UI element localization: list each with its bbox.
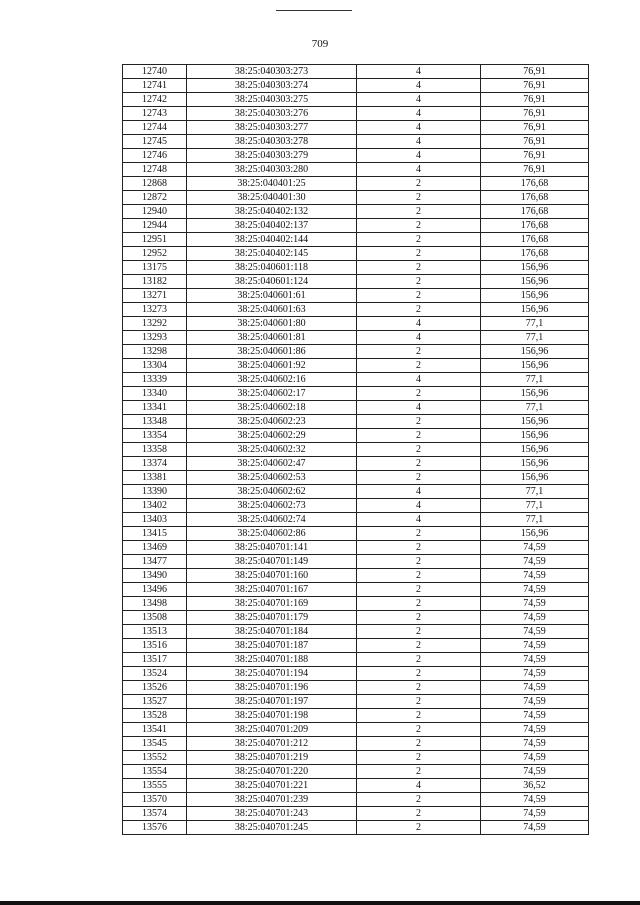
value-cell: 76,91: [481, 135, 589, 149]
row-number-cell: 12748: [123, 163, 187, 177]
table-row: [123, 275, 589, 289]
value-cell: 74,59: [481, 639, 589, 653]
cadastral-number-cell: 38:25:040701:196: [187, 681, 357, 695]
row-number-cell: 12944: [123, 219, 187, 233]
cadastral-number-cell: 38:25:040601:124: [187, 275, 357, 289]
cadastral-number-cell: 38:25:040701:149: [187, 555, 357, 569]
value-cell: 76,91: [481, 121, 589, 135]
value-cell: 76,91: [481, 107, 589, 121]
table-row: [123, 723, 589, 737]
table-row: [123, 191, 589, 205]
value-cell: 74,59: [481, 695, 589, 709]
table-row: [123, 513, 589, 527]
cadastral-number-cell: 38:25:040602:53: [187, 471, 357, 485]
count-cell: 4: [357, 107, 481, 121]
count-cell: 2: [357, 569, 481, 583]
value-cell: 156,96: [481, 387, 589, 401]
value-cell: 74,59: [481, 737, 589, 751]
value-cell: 74,59: [481, 653, 589, 667]
value-cell: 74,59: [481, 597, 589, 611]
table-row: [123, 93, 589, 107]
cadastral-number-cell: 38:25:040701:179: [187, 611, 357, 625]
row-number-cell: 13528: [123, 709, 187, 723]
value-cell: 156,96: [481, 471, 589, 485]
row-number-cell: 13576: [123, 821, 187, 835]
value-cell: 74,59: [481, 667, 589, 681]
count-cell: 2: [357, 667, 481, 681]
row-number-cell: 13271: [123, 289, 187, 303]
table-row: [123, 121, 589, 135]
value-cell: 74,59: [481, 583, 589, 597]
table-row: [123, 261, 589, 275]
table-row: [123, 751, 589, 765]
value-cell: 76,91: [481, 79, 589, 93]
cadastral-number-cell: 38:25:040402:132: [187, 205, 357, 219]
value-cell: 77,1: [481, 513, 589, 527]
table-row: [123, 681, 589, 695]
cadastral-number-cell: 38:25:040602:86: [187, 527, 357, 541]
table-row: [123, 695, 589, 709]
cadastral-number-cell: 38:25:040701:243: [187, 807, 357, 821]
count-cell: 2: [357, 793, 481, 807]
table-row: [123, 205, 589, 219]
cadastral-number-cell: 38:25:040701:239: [187, 793, 357, 807]
cadastral-number-cell: 38:25:040602:32: [187, 443, 357, 457]
count-cell: 2: [357, 709, 481, 723]
cadastral-number-cell: 38:25:040602:23: [187, 415, 357, 429]
cadastral-number-cell: 38:25:040701:219: [187, 751, 357, 765]
value-cell: 74,59: [481, 625, 589, 639]
cadastral-number-cell: 38:25:040601:92: [187, 359, 357, 373]
row-number-cell: 13293: [123, 331, 187, 345]
count-cell: 2: [357, 527, 481, 541]
table-row: [123, 807, 589, 821]
count-cell: 4: [357, 401, 481, 415]
table-row: [123, 247, 589, 261]
value-cell: 36,52: [481, 779, 589, 793]
table-row: [123, 527, 589, 541]
row-number-cell: 12940: [123, 205, 187, 219]
cadastral-number-cell: 38:25:040602:47: [187, 457, 357, 471]
count-cell: 2: [357, 247, 481, 261]
cadastral-number-cell: 38:25:040701:169: [187, 597, 357, 611]
table-row: [123, 373, 589, 387]
count-cell: 2: [357, 261, 481, 275]
table-row: [123, 765, 589, 779]
value-cell: 176,68: [481, 219, 589, 233]
row-number-cell: 13555: [123, 779, 187, 793]
cadastral-number-cell: 38:25:040601:61: [187, 289, 357, 303]
table-row: [123, 779, 589, 793]
cadastral-number-cell: 38:25:040401:30: [187, 191, 357, 205]
cadastral-number-cell: 38:25:040701:160: [187, 569, 357, 583]
count-cell: 2: [357, 583, 481, 597]
row-number-cell: 13339: [123, 373, 187, 387]
table-row: [123, 149, 589, 163]
table-row: [123, 163, 589, 177]
data-table: [122, 64, 589, 835]
table-row: [123, 289, 589, 303]
count-cell: 2: [357, 387, 481, 401]
count-cell: 2: [357, 233, 481, 247]
row-number-cell: 13570: [123, 793, 187, 807]
cadastral-number-cell: 38:25:040701:245: [187, 821, 357, 835]
table-row: [123, 653, 589, 667]
count-cell: 2: [357, 681, 481, 695]
value-cell: 74,59: [481, 569, 589, 583]
cadastral-number-cell: 38:25:040701:220: [187, 765, 357, 779]
table-row: [123, 569, 589, 583]
value-cell: 74,59: [481, 681, 589, 695]
cadastral-number-cell: 38:25:040303:274: [187, 79, 357, 93]
count-cell: 2: [357, 807, 481, 821]
table-body: [123, 65, 589, 835]
page-number: 709: [311, 38, 329, 50]
count-cell: 2: [357, 303, 481, 317]
cadastral-number-cell: 38:25:040701:194: [187, 667, 357, 681]
row-number-cell: 13358: [123, 443, 187, 457]
cadastral-number-cell: 38:25:040602:62: [187, 485, 357, 499]
table-row: [123, 541, 589, 555]
row-number-cell: 13381: [123, 471, 187, 485]
value-cell: 176,68: [481, 177, 589, 191]
row-number-cell: 13292: [123, 317, 187, 331]
top-rule: [276, 10, 352, 11]
table-row: [123, 499, 589, 513]
count-cell: 4: [357, 779, 481, 793]
value-cell: 156,96: [481, 303, 589, 317]
cadastral-number-cell: 38:25:040602:16: [187, 373, 357, 387]
table-row: [123, 317, 589, 331]
count-cell: 2: [357, 541, 481, 555]
row-number-cell: 13498: [123, 597, 187, 611]
count-cell: 2: [357, 695, 481, 709]
table-row: [123, 219, 589, 233]
cadastral-number-cell: 38:25:040602:17: [187, 387, 357, 401]
row-number-cell: 12951: [123, 233, 187, 247]
row-number-cell: 13341: [123, 401, 187, 415]
count-cell: 4: [357, 373, 481, 387]
row-number-cell: 12868: [123, 177, 187, 191]
count-cell: 2: [357, 471, 481, 485]
table-row: [123, 135, 589, 149]
cadastral-number-cell: 38:25:040701:141: [187, 541, 357, 555]
count-cell: 2: [357, 443, 481, 457]
cadastral-number-cell: 38:25:040402:144: [187, 233, 357, 247]
row-number-cell: 13554: [123, 765, 187, 779]
count-cell: 4: [357, 331, 481, 345]
row-number-cell: 13496: [123, 583, 187, 597]
row-number-cell: 12743: [123, 107, 187, 121]
table-row: [123, 611, 589, 625]
row-number-cell: 13477: [123, 555, 187, 569]
value-cell: 156,96: [481, 429, 589, 443]
table-row: [123, 303, 589, 317]
cadastral-number-cell: 38:25:040601:118: [187, 261, 357, 275]
cadastral-number-cell: 38:25:040701:212: [187, 737, 357, 751]
value-cell: 156,96: [481, 261, 589, 275]
row-number-cell: 12872: [123, 191, 187, 205]
cadastral-number-cell: 38:25:040601:63: [187, 303, 357, 317]
table-row: [123, 667, 589, 681]
row-number-cell: 13469: [123, 541, 187, 555]
count-cell: 2: [357, 177, 481, 191]
cadastral-number-cell: 38:25:040601:80: [187, 317, 357, 331]
value-cell: 156,96: [481, 527, 589, 541]
cadastral-number-cell: 38:25:040303:278: [187, 135, 357, 149]
table-row: [123, 177, 589, 191]
cadastral-number-cell: 38:25:040402:137: [187, 219, 357, 233]
value-cell: 156,96: [481, 275, 589, 289]
cadastral-number-cell: 38:25:040401:25: [187, 177, 357, 191]
row-number-cell: 13175: [123, 261, 187, 275]
table-row: [123, 359, 589, 373]
row-number-cell: 12745: [123, 135, 187, 149]
value-cell: 74,59: [481, 807, 589, 821]
count-cell: 2: [357, 625, 481, 639]
value-cell: 77,1: [481, 373, 589, 387]
cadastral-number-cell: 38:25:040701:187: [187, 639, 357, 653]
value-cell: 176,68: [481, 205, 589, 219]
row-number-cell: 13527: [123, 695, 187, 709]
row-number-cell: 13273: [123, 303, 187, 317]
row-number-cell: 12742: [123, 93, 187, 107]
row-number-cell: 12744: [123, 121, 187, 135]
count-cell: 2: [357, 275, 481, 289]
cadastral-number-cell: 38:25:040402:145: [187, 247, 357, 261]
table-row: [123, 709, 589, 723]
cadastral-number-cell: 38:25:040602:74: [187, 513, 357, 527]
value-cell: 77,1: [481, 401, 589, 415]
cadastral-number-cell: 38:25:040701:188: [187, 653, 357, 667]
table-row: [123, 471, 589, 485]
count-cell: 2: [357, 219, 481, 233]
count-cell: 2: [357, 429, 481, 443]
table-row: [123, 555, 589, 569]
value-cell: 74,59: [481, 821, 589, 835]
table-row: [123, 415, 589, 429]
value-cell: 156,96: [481, 415, 589, 429]
table-row: [123, 401, 589, 415]
table-row: [123, 443, 589, 457]
count-cell: 2: [357, 723, 481, 737]
row-number-cell: 13490: [123, 569, 187, 583]
table-row: [123, 65, 589, 79]
count-cell: 4: [357, 513, 481, 527]
value-cell: 76,91: [481, 163, 589, 177]
value-cell: 77,1: [481, 317, 589, 331]
count-cell: 4: [357, 79, 481, 93]
cadastral-number-cell: 38:25:040701:221: [187, 779, 357, 793]
cadastral-number-cell: 38:25:040602:73: [187, 499, 357, 513]
row-number-cell: 13348: [123, 415, 187, 429]
value-cell: 156,96: [481, 359, 589, 373]
scan-edge: [0, 901, 640, 905]
count-cell: 2: [357, 597, 481, 611]
row-number-cell: 12746: [123, 149, 187, 163]
table-row: [123, 793, 589, 807]
value-cell: 77,1: [481, 499, 589, 513]
value-cell: 77,1: [481, 485, 589, 499]
count-cell: 2: [357, 821, 481, 835]
count-cell: 2: [357, 737, 481, 751]
count-cell: 4: [357, 499, 481, 513]
row-number-cell: 12952: [123, 247, 187, 261]
row-number-cell: 12741: [123, 79, 187, 93]
row-number-cell: 13340: [123, 387, 187, 401]
row-number-cell: 13508: [123, 611, 187, 625]
cadastral-number-cell: 38:25:040701:184: [187, 625, 357, 639]
value-cell: 156,96: [481, 345, 589, 359]
count-cell: 2: [357, 359, 481, 373]
row-number-cell: 13526: [123, 681, 187, 695]
row-number-cell: 13415: [123, 527, 187, 541]
value-cell: 76,91: [481, 93, 589, 107]
value-cell: 176,68: [481, 191, 589, 205]
cadastral-number-cell: 38:25:040601:81: [187, 331, 357, 345]
row-number-cell: 13524: [123, 667, 187, 681]
table-row: [123, 485, 589, 499]
cadastral-number-cell: 38:25:040303:280: [187, 163, 357, 177]
table-row: [123, 345, 589, 359]
count-cell: 4: [357, 317, 481, 331]
count-cell: 4: [357, 65, 481, 79]
row-number-cell: 13552: [123, 751, 187, 765]
row-number-cell: 13298: [123, 345, 187, 359]
count-cell: 2: [357, 555, 481, 569]
table-row: [123, 597, 589, 611]
value-cell: 76,91: [481, 65, 589, 79]
cadastral-number-cell: 38:25:040701:197: [187, 695, 357, 709]
table-row: [123, 79, 589, 93]
value-cell: 74,59: [481, 751, 589, 765]
table-row: [123, 429, 589, 443]
table-row: [123, 737, 589, 751]
cadastral-number-cell: 38:25:040601:86: [187, 345, 357, 359]
table-row: [123, 331, 589, 345]
row-number-cell: 13403: [123, 513, 187, 527]
cadastral-number-cell: 38:25:040303:279: [187, 149, 357, 163]
value-cell: 76,91: [481, 149, 589, 163]
count-cell: 4: [357, 485, 481, 499]
count-cell: 4: [357, 121, 481, 135]
count-cell: 2: [357, 765, 481, 779]
value-cell: 74,59: [481, 723, 589, 737]
cadastral-number-cell: 38:25:040701:198: [187, 709, 357, 723]
value-cell: 156,96: [481, 443, 589, 457]
count-cell: 4: [357, 93, 481, 107]
row-number-cell: 13516: [123, 639, 187, 653]
value-cell: 74,59: [481, 555, 589, 569]
value-cell: 74,59: [481, 541, 589, 555]
row-number-cell: 12740: [123, 65, 187, 79]
count-cell: 2: [357, 457, 481, 471]
row-number-cell: 13541: [123, 723, 187, 737]
row-number-cell: 13374: [123, 457, 187, 471]
count-cell: 2: [357, 345, 481, 359]
row-number-cell: 13517: [123, 653, 187, 667]
row-number-cell: 13545: [123, 737, 187, 751]
count-cell: 2: [357, 191, 481, 205]
count-cell: 4: [357, 149, 481, 163]
row-number-cell: 13354: [123, 429, 187, 443]
count-cell: 2: [357, 415, 481, 429]
cadastral-number-cell: 38:25:040701:167: [187, 583, 357, 597]
cadastral-number-cell: 38:25:040303:273: [187, 65, 357, 79]
row-number-cell: 13390: [123, 485, 187, 499]
count-cell: 2: [357, 639, 481, 653]
value-cell: 77,1: [481, 331, 589, 345]
table-row: [123, 583, 589, 597]
row-number-cell: 13182: [123, 275, 187, 289]
cadastral-number-cell: 38:25:040602:29: [187, 429, 357, 443]
row-number-cell: 13574: [123, 807, 187, 821]
table-row: [123, 387, 589, 401]
cadastral-number-cell: 38:25:040602:18: [187, 401, 357, 415]
value-cell: 156,96: [481, 457, 589, 471]
value-cell: 176,68: [481, 233, 589, 247]
value-cell: 74,59: [481, 611, 589, 625]
table-row: [123, 821, 589, 835]
value-cell: 176,68: [481, 247, 589, 261]
table-row: [123, 639, 589, 653]
value-cell: 74,59: [481, 709, 589, 723]
row-number-cell: 13304: [123, 359, 187, 373]
table-row: [123, 233, 589, 247]
count-cell: 2: [357, 289, 481, 303]
table-row: [123, 107, 589, 121]
cadastral-number-cell: 38:25:040303:276: [187, 107, 357, 121]
count-cell: 4: [357, 135, 481, 149]
count-cell: 2: [357, 611, 481, 625]
table-row: [123, 457, 589, 471]
cadastral-number-cell: 38:25:040701:209: [187, 723, 357, 737]
table-row: [123, 625, 589, 639]
count-cell: 4: [357, 163, 481, 177]
count-cell: 2: [357, 205, 481, 219]
count-cell: 2: [357, 653, 481, 667]
cadastral-number-cell: 38:25:040303:275: [187, 93, 357, 107]
cadastral-number-cell: 38:25:040303:277: [187, 121, 357, 135]
value-cell: 74,59: [481, 765, 589, 779]
row-number-cell: 13513: [123, 625, 187, 639]
value-cell: 74,59: [481, 793, 589, 807]
row-number-cell: 13402: [123, 499, 187, 513]
value-cell: 156,96: [481, 289, 589, 303]
count-cell: 2: [357, 751, 481, 765]
